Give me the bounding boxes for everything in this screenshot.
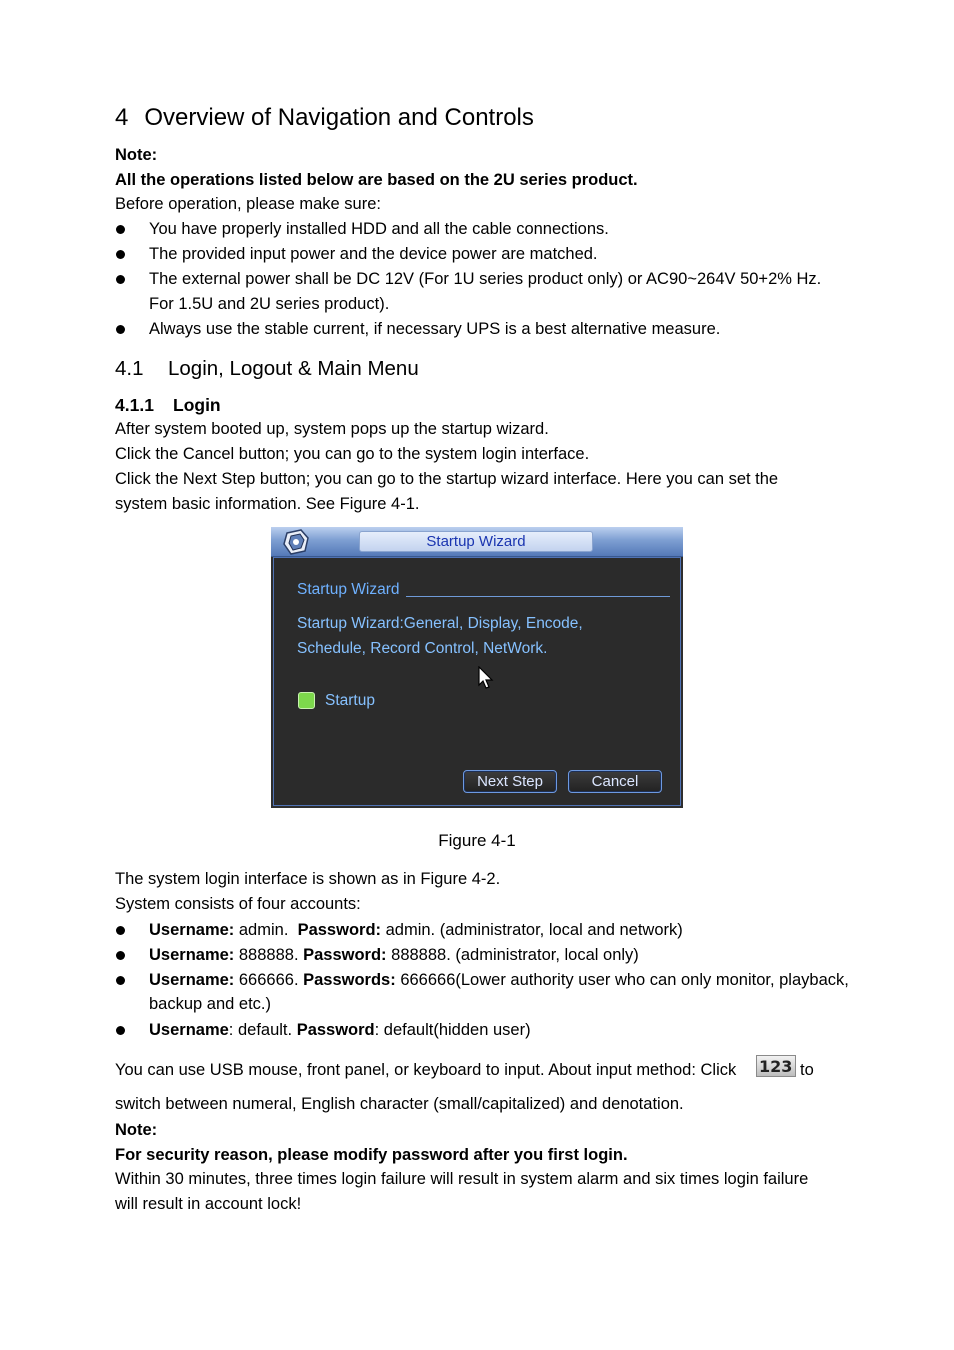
password-key: Passwords: <box>303 971 396 989</box>
username-key: Username: <box>149 971 235 989</box>
bullet-dot <box>116 926 125 935</box>
subsection-heading <box>115 394 221 416</box>
mouse-cursor-icon <box>478 666 494 690</box>
input-method-text-end: to <box>800 1061 814 1079</box>
note-label: Note: <box>115 146 158 164</box>
bullet-dot <box>116 976 125 985</box>
section-title: Login, Logout & Main Menu <box>168 357 419 380</box>
note-text: For security reason, please modify password after you first login. <box>115 1146 628 1164</box>
account-item-continuation: backup and etc.) <box>149 995 271 1013</box>
password-value: : default(hidden user) <box>374 1021 531 1039</box>
section-divider <box>406 596 670 597</box>
bullet-dot <box>116 951 125 960</box>
password-key: Password: <box>303 946 387 964</box>
username-key: Username: <box>149 946 235 964</box>
dialog-body <box>273 557 681 806</box>
wizard-section-title: Startup Wizard <box>297 581 400 598</box>
cancel-button[interactable]: Cancel <box>568 770 662 793</box>
username-key: Username: <box>149 921 235 939</box>
list-item: You have properly installed HDD and all the cable connections. <box>149 220 609 238</box>
wizard-description: Startup Wizard:General, Display, Encode, Schedule, Record Control, NetWork. <box>297 615 583 657</box>
bullet-dot <box>116 325 125 334</box>
password-value: 666666(Lower authority user who can only monitor, playback, <box>395 971 849 989</box>
chapter-number: 4 <box>115 104 129 131</box>
chapter-title: Overview of Navigation and Controls <box>144 104 534 131</box>
note-label: Note: <box>115 1121 158 1139</box>
figure-caption: Figure 4-1 <box>438 831 516 850</box>
input-method-text: You can use USB mouse, front panel, or keyboard to input. About input method: Click <box>115 1061 737 1079</box>
icon-123-label: 123 <box>759 1057 793 1076</box>
startup-checkbox-label: Startup <box>325 692 375 709</box>
paragraph-line: system basic information. See Figure 4-1. <box>115 495 420 513</box>
list-item: The external power shall be DC 12V (For 1U series product only) or AC90~264V 50+2% Hz. <box>149 270 822 288</box>
paragraph-line: Within 30 minutes, three times login failure will result in system alarm and six times login failure <box>115 1170 809 1188</box>
list-item: Always use the stable current, if necessary UPS is a best alternative measure. <box>149 320 721 338</box>
list-item-continuation: For 1.5U and 2U series product). <box>149 295 390 313</box>
intro-text: Before operation, please make sure: <box>115 195 381 213</box>
note-text: All the operations listed below are based on the 2U series product. <box>115 171 638 189</box>
bullet-dot <box>116 275 125 284</box>
wizard-logo-icon <box>281 529 311 555</box>
next-step-button[interactable]: Next Step <box>463 770 557 793</box>
password-value: 888888. (administrator, local only) <box>386 946 639 964</box>
paragraph-line: Click the Next Step button; you can go to the startup wizard interface. Here you can set the <box>115 470 779 488</box>
password-value: admin. (administrator, local and network) <box>381 921 683 939</box>
subsection-number: 4.1.1 <box>115 395 154 415</box>
bullet-dot <box>116 225 125 234</box>
password-key: Password: <box>297 921 382 939</box>
subsection-title: Login <box>173 395 221 415</box>
username-value: 666666. <box>234 971 304 989</box>
dialog-titlebar <box>271 527 683 557</box>
startup-wizard-dialog <box>271 527 683 808</box>
account-item <box>149 1020 531 1040</box>
username-value: 888888. <box>234 946 304 964</box>
bullet-dot <box>116 250 125 259</box>
paragraph-line: will result in account lock! <box>115 1195 302 1213</box>
startup-checkbox[interactable] <box>298 692 315 709</box>
input-method-icon <box>756 1055 796 1077</box>
account-item <box>149 970 849 990</box>
section-heading <box>115 356 419 382</box>
username-key: Username <box>149 1021 229 1039</box>
password-key: Password <box>296 1021 375 1039</box>
account-item <box>149 920 683 940</box>
numeric-123-icon <box>757 1056 795 1076</box>
paragraph-line: System consists of four accounts: <box>115 895 361 913</box>
username-value: admin. <box>234 921 298 939</box>
paragraph-line: The system login interface is shown as in Figure 4-2. <box>115 870 501 888</box>
account-item <box>149 945 639 965</box>
list-item: The provided input power and the device power are matched. <box>149 245 598 263</box>
paragraph-line: Click the Cancel button; you can go to the system login interface. <box>115 445 590 463</box>
input-method-text: switch between numeral, English character (small/capitalized) and denotation. <box>115 1095 684 1113</box>
chapter-heading <box>115 103 534 133</box>
dialog-title: Startup Wizard <box>359 531 593 552</box>
paragraph-line: After system booted up, system pops up the startup wizard. <box>115 420 549 438</box>
section-number: 4.1 <box>115 357 144 380</box>
username-value: : default. <box>228 1021 297 1039</box>
bullet-dot <box>116 1026 125 1035</box>
